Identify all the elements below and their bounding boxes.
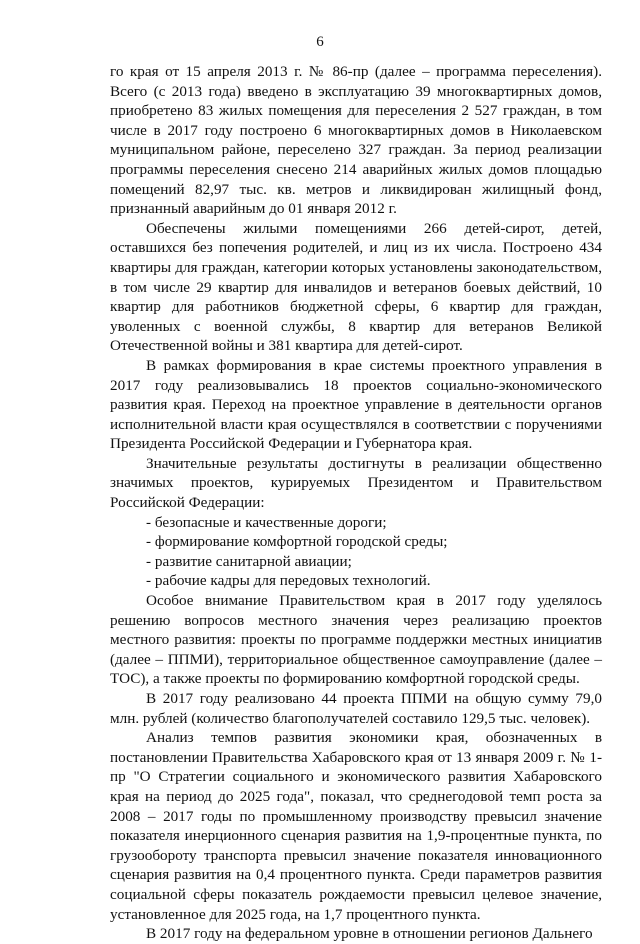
project-list xyxy=(110,513,602,591)
paragraph-7: Анализ темпов развития экономики края, обозначенных в постановлении Правительства Хабаровского края от 13 января 2009 г. № 1-пр "О Стратегии социального и экономического развития Хабаровского края на период до 2025 года", показал, что среднегодовой темп роста за 2008 – 2017 годы по промышленному производству превысил значение показателя инерционного сценария развития на 1,9-процентные пункта, по грузообороту транспорта превысил значение показателя инновационного сценария развития на 0,4 процентного пункта. Среди параметров развития социальной сферы показатель рождаемости превысил целевое значение, установленное для 2025 года, на 1,7 процентного пункта. xyxy=(110,729,602,923)
list-item: - рабочие кадры для передовых технологий. xyxy=(146,572,431,590)
paragraph-5: Особое внимание Правительством края в 2017 году уделялось решению вопросов местного значения через реализацию проектов местного развития: проекты по программе поддержки местных инициатив (далее – ППМИ), территориальное общественное самоуправление (далее – ТОС), а также проекты по формированию комфортной городской среды. xyxy=(110,592,602,688)
list-item: - безопасные и качественные дороги; xyxy=(146,513,387,531)
paragraph-4: Значительные результаты достигнуты в реализации общественно значимых проектов, курируемых Президентом и Правительством Российской Федерации: xyxy=(110,454,602,512)
list-item: - формирование комфортной городской среды; xyxy=(146,533,448,551)
paragraph-1: го края от 15 апреля 2013 г. № 86-пр (далее – программа переселения). Всего (с 2013 года) введено в эксплуатацию 39 многоквартирных домов, приобретено 83 жилых помещения для переселения 2 527 граждан, в том числе в 2017 году построено 6 многоквартирных домов в Николаевском муниципальном районе, переселено 327 граждан. За период реализации программы переселения снесено 214 аварийных жилых домов площадью помещений 82,97 тыс. кв. метров и ликвидирован жилищный фонд, признанный аварийным до 01 января 2012 г. xyxy=(110,63,602,218)
paragraph-3: В рамках формирования в крае системы проектного управления в 2017 году реализовывались 18 проектов социально-экономического развития края. Переход на проектное управление в деятельности органов исполнительной власти края осуществлялся в соответствии с поручениями Президента Российской Федерации и Губернатора края. xyxy=(110,356,602,453)
paragraph-6: В 2017 году реализовано 44 проекта ППМИ на общую сумму 79,0 млн. рублей (количество благополучателей составило 129,5 тыс. человек). xyxy=(110,690,602,727)
paragraph-2: Обеспечены жилыми помещениями 266 детей-сирот, детей, оставшихся без попечения родителей, и лиц из их числа. Построено 434 квартиры для граждан, категории которых установлены законодательством, в том числе 29 квартир для инвалидов и ветеранов боевых действий, 10 квартир для работников бюджетной сферы, 6 квартир для граждан, уволенных с военной службы, 8 квартир для ветеранов Великой Отечественной войны и 381 квартира для детей-сирот. xyxy=(110,219,602,355)
list-item: - развитие санитарной авиации; xyxy=(146,552,352,570)
document-body xyxy=(110,62,602,944)
page-number: 6 xyxy=(316,34,324,50)
paragraph-8: В 2017 году на федеральном уровне в отношении регионов Дальнего xyxy=(146,925,593,943)
